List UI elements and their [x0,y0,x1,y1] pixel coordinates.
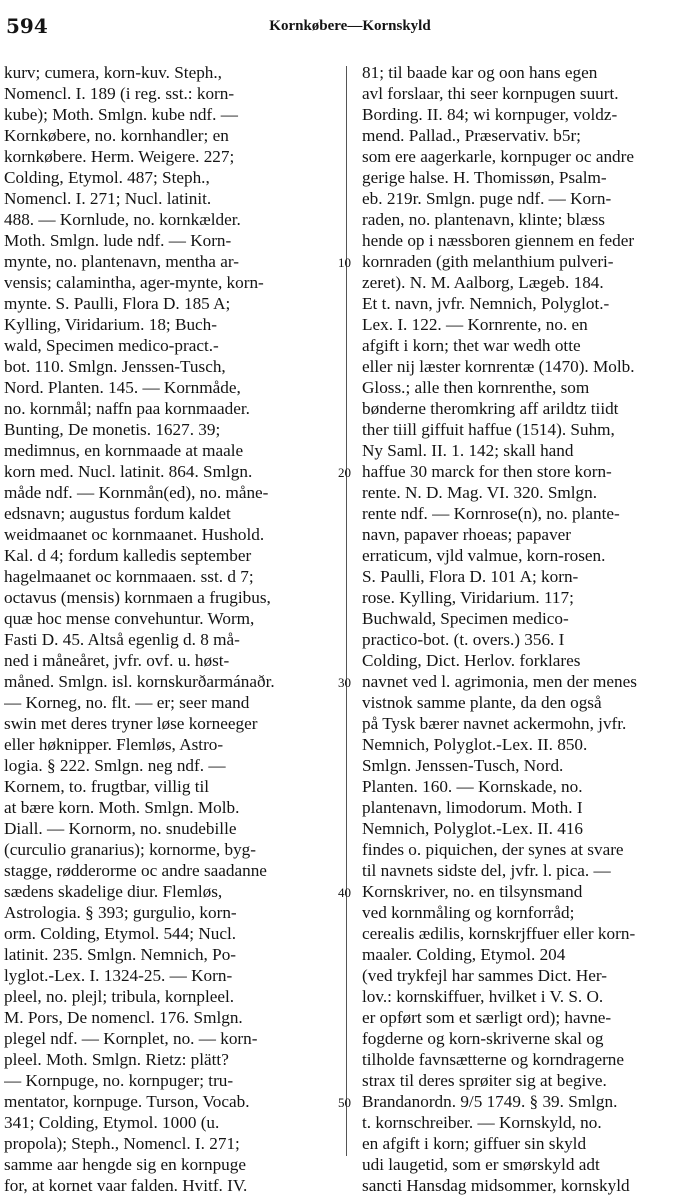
right-column [362,62,692,1196]
right-column-line: til navnets sidste del, jvfr. l. pica. — [362,861,611,880]
left-column-line: Kornkøbere, no. kornhandler; en [4,126,229,145]
column-divider [346,66,347,1156]
left-column-line: plegel ndf. — Kornplet, no. — korn- [4,1029,258,1048]
left-column-line: korn med. Nucl. latinit. 864. Smlgn. [4,462,253,481]
right-column-line: plantenavn, limodorum. Moth. I [362,798,583,817]
right-column-line: Nemnich, Polyglot.-Lex. II. 416 [362,819,584,838]
right-column-line: S. Paulli, Flora D. 101 A; korn- [362,567,579,586]
left-column-line: Kornem, to. frugtbar, villig til [4,777,210,796]
left-column-line: Nomencl. I. 189 (i reg. sst.: korn- [4,84,235,103]
right-column-line: maaler. Colding, Etymol. 204 [362,945,566,964]
right-column-line: Brandanordn. 9/5 1749. § 39. Smlgn. [362,1092,618,1111]
right-column-line: cerealis ædilis, kornskrjffuer eller korn- [362,924,636,943]
left-column [4,62,336,1196]
right-column-line: Ny Saml. II. 1. 142; skall hand [362,441,574,460]
left-column-line: M. Pors, De nomencl. 176. Smlgn. [4,1008,243,1027]
left-column-line: måned. Smlgn. isl. kornskurðarmánaðr. [4,672,275,691]
left-column-line: Kylling, Viridarium. 18; Buch- [4,315,217,334]
right-column-line: gerige halse. H. Thomissøn, Psalm- [362,168,607,187]
right-column-line: mend. Pallad., Præservativ. b5r; [362,126,581,145]
left-column-line: orm. Colding, Etymol. 544; Nucl. [4,924,237,943]
left-column-line: Nomencl. I. 271; Nucl. latinit. [4,189,212,208]
left-column-line: edsnavn; augustus fordum kaldet [4,504,231,523]
right-column-line: lov.: kornskiffuer, hvilket i V. S. O. [362,987,604,1006]
right-column-line: fogderne og korn-skriverne skal og [362,1029,604,1048]
left-column-line: stagge, rødderorme oc andre saadanne [4,861,267,880]
left-column-line: 341; Colding, Etymol. 1000 (u. [4,1113,220,1132]
right-column-line: Nemnich, Polyglot.-Lex. II. 850. [362,735,588,754]
left-column-line: Nord. Planten. 145. — Kornmåde, [4,378,241,397]
right-column-line: Planten. 160. — Kornskade, no. [362,777,583,796]
right-column-line: strax til deres sprøiter sig at begive. [362,1071,607,1090]
right-column-line: Gloss.; alle then kornrenthe, som [362,378,590,397]
left-column-line: (curculio granarius); kornorme, byg- [4,840,256,859]
right-column-line: avl forslaar, thi seer kornpugen suurt. [362,84,619,103]
right-column-line: udi laugetid, som er smørskyld adt [362,1155,600,1174]
left-column-line: no. kornmål; naffn paa kornmaader. [4,399,250,418]
line-number: 10 [338,255,351,270]
right-column-line: bønderne theromkring aff arildtz tiidt [362,399,619,418]
right-column-line: erraticum, vjld valmue, korn-rosen. [362,546,606,565]
left-column-line: quæ hoc mense convehuntur. Worm, [4,609,255,628]
left-column-line: kornkøbere. Herm. Weigere. 227; [4,147,235,166]
right-column-line: Lex. I. 122. — Kornrente, no. en [362,315,588,334]
left-column-line: mynte, no. plantenavn, mentha ar- [4,252,239,271]
right-column-line: navnet ved l. agrimonia, men der menes [362,672,637,691]
running-head: Kornkøbere—Kornskyld [269,18,431,34]
left-column-line: eller høknipper. Flemløs, Astro- [4,735,224,754]
left-column-line: 488. — Kornlude, no. kornkælder. [4,210,241,229]
left-column-line: at bære korn. Moth. Smlgn. Molb. [4,798,240,817]
right-column-line: navn, papaver rhoeas; papaver [362,525,572,544]
left-column-line: swin met deres tryner løse korneeger [4,714,258,733]
left-column-line: Diall. — Kornorm, no. snudebille [4,819,237,838]
left-column-line: kurv; cumera, korn-kuv. Steph., [4,63,222,82]
right-column-line: Kornskriver, no. en tilsynsmand [362,882,583,901]
left-column-line: måde ndf. — Kornmån(ed), no. måne- [4,483,269,502]
left-column-line: sædens skadelige diur. Flemløs, [4,882,223,901]
right-column-line: afgift i korn; thet war wedh otte [362,336,581,355]
left-column-line: Moth. Smlgn. lude ndf. — Korn- [4,231,232,250]
left-column-line: latinit. 235. Smlgn. Nemnich, Po- [4,945,237,964]
line-number: 20 [338,465,351,480]
right-column-line: på Tysk bærer navnet ackermohn, jvfr. [362,714,627,733]
line-number: 30 [338,675,351,690]
right-column-line: findes o. piquichen, der synes at svare [362,840,624,859]
right-column-line: (ved trykfejl har sammes Dict. Her- [362,966,607,985]
right-column-line: eller nij læster kornrentæ (1470). Molb. [362,357,635,376]
left-column-line: mentator, kornpuge. Turson, Vocab. [4,1092,250,1111]
left-column-line: Astrologia. § 393; gurgulio, korn- [4,903,237,922]
right-column-line: haffue 30 marck for then store korn- [362,462,612,481]
right-column-line: er opført som et særligt ord); havne- [362,1008,612,1027]
left-column-line: samme aar hengde sig en kornpuge [4,1155,246,1174]
left-column-line: — Korneg, no. flt. — er; seer mand [4,693,250,712]
right-column-line: practico-bot. (t. overs.) 356. I [362,630,565,649]
right-column-line: ther tiill giffuit haffue (1514). Suhm, [362,420,615,439]
right-column-line: vistnok samme plante, da den også [362,693,602,712]
right-column-line: eb. 219r. Smlgn. puge ndf. — Korn- [362,189,612,208]
left-column-line: Colding, Etymol. 487; Steph., [4,168,210,187]
left-column-line: vensis; calamintha, ager-mynte, korn- [4,273,264,292]
right-column-line: sancti Hansdag midsommer, kornskyld [362,1176,630,1195]
page-header [0,14,700,38]
right-column-line: rose. Kylling, Viridarium. 117; [362,588,574,607]
right-column-line: hende op i næssboren giennem en feder [362,231,635,250]
left-column-line: pleel. Moth. Smlgn. Rietz: plätt? [4,1050,229,1069]
left-column-line: wald, Specimen medico-pract.- [4,336,219,355]
right-column-line: Bording. II. 84; wi kornpuger, voldz- [362,105,618,124]
right-column-line: Buchwald, Specimen medico- [362,609,569,628]
right-column-line: Smlgn. Jenssen-Tusch, Nord. [362,756,564,775]
left-column-line: octavus (mensis) kornmaen a frugibus, [4,588,271,607]
right-column-line: tilholde favnsætterne og korndragerne [362,1050,625,1069]
line-number: 40 [338,885,351,900]
right-column-line: rente ndf. — Kornrose(n), no. plante- [362,504,620,523]
left-column-line: pleel, no. plejl; tribula, kornpleel. [4,987,235,1006]
line-number: 50 [338,1095,351,1110]
right-column-line: rente. N. D. Mag. VI. 320. Smlgn. [362,483,598,502]
right-column-line: kornraden (gith melanthium pulveri- [362,252,614,271]
left-column-line: Bunting, De monetis. 1627. 39; [4,420,221,439]
left-column-line: medimnus, en kornmaade at maale [4,441,244,460]
left-column-line: propola); Steph., Nomencl. I. 271; [4,1134,240,1153]
left-column-line: bot. 110. Smlgn. Jenssen-Tusch, [4,357,226,376]
left-column-line: mynte. S. Paulli, Flora D. 185 A; [4,294,231,313]
right-column-line: en afgift i korn; giffuer sin skyld [362,1134,587,1153]
right-column-line: t. kornschreiber. — Kornskyld, no. [362,1113,602,1132]
left-column-line: for, at kornet vaar falden. Hvitf. IV. [4,1176,248,1195]
left-column-line: Fasti D. 45. Altså egenlig d. 8 må- [4,630,240,649]
right-column-line: Et t. navn, jvfr. Nemnich, Polyglot.- [362,294,610,313]
left-column-line: logia. § 222. Smlgn. neg ndf. — [4,756,226,775]
page-number: 594 [6,14,48,38]
right-column-line: 81; til baade kar og oon hans egen [362,63,598,82]
right-column-line: zeret). N. M. Aalborg, Lægeb. 184. [362,273,604,292]
right-column-line: raden, no. plantenavn, klinte; blæss [362,210,605,229]
left-column-line: lyglot.-Lex. I. 1324-25. — Korn- [4,966,233,985]
right-column-line: ved kornmåling og kornforråd; [362,903,575,922]
right-column-line: som ere aagerkarle, kornpuger oc andre [362,147,634,166]
left-column-line: ned i måneåret, jvfr. ovf. u. høst- [4,651,230,670]
left-column-line: — Kornpuge, no. kornpuger; tru- [4,1071,234,1090]
left-column-line: kube); Moth. Smlgn. kube ndf. — [4,105,238,124]
left-column-line: hagelmaanet oc kornmaaen. sst. d 7; [4,567,254,586]
left-column-line: weidmaanet oc kornmaanet. Hushold. [4,525,265,544]
right-column-line: Colding, Dict. Herlov. forklares [362,651,581,670]
left-column-line: Kal. d 4; fordum kalledis september [4,546,252,565]
